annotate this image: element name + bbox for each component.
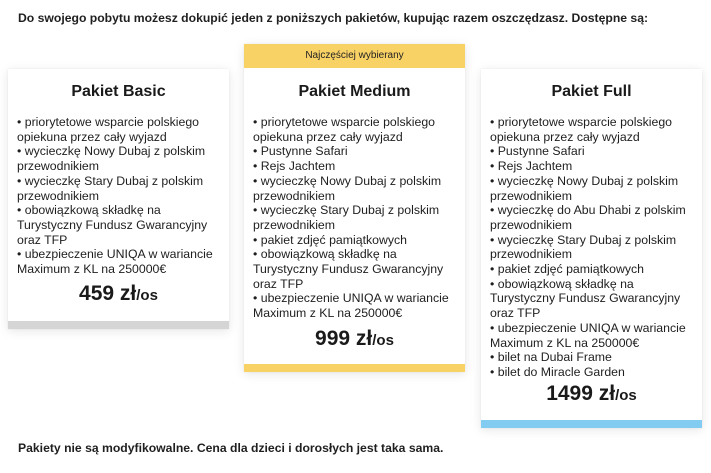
list-item: • obowiązkową składkę na Turystyczny Fundusz Gwarancyjny oraz TFP xyxy=(17,203,223,247)
package-price xyxy=(244,327,465,351)
list-item: • ubezpieczenie UNIQA w wariancie Maximum z KL na 250000€ xyxy=(253,291,459,320)
list-item: • wycieczkę Nowy Dubaj z polskim przewodnikiem xyxy=(490,174,696,203)
package-price xyxy=(481,382,702,406)
package-title: Pakiet Medium xyxy=(298,83,411,100)
card-bottom-bar xyxy=(481,420,702,428)
list-item: • priorytetowe wsparcie polskiego opiekuna przez cały wyjazd xyxy=(490,115,696,144)
price-amount: 1499 zł xyxy=(546,382,616,405)
list-item: • obowiązkową składkę na Turystyczny Fundusz Gwarancyjny oraz TFP xyxy=(253,247,459,291)
list-item: • wycieczkę Stary Dubaj z polskim przewodnikiem xyxy=(253,203,459,232)
list-item: • Rejs Jachtem xyxy=(490,159,696,174)
list-item: • wycieczkę Nowy Dubaj z polskim przewodnikiem xyxy=(17,144,223,173)
package-title: Pakiet Full xyxy=(551,83,632,100)
intro-text: Do swojego pobytu możesz dokupić jeden z poniższych pakietów, kupując razem oszczędzasz. Dostępne są: xyxy=(18,11,649,25)
list-item: • obowiązkową składkę na Turystyczny Fundusz Gwarancyjny oraz TFP xyxy=(490,277,696,321)
price-unit: /os xyxy=(372,332,394,349)
list-item: • ubezpieczenie UNIQA w wariancie Maximum z KL na 250000€ xyxy=(17,247,223,276)
most-popular-badge: Najczęściej wybierany xyxy=(244,44,465,68)
package-features xyxy=(17,115,223,277)
package-price xyxy=(8,282,229,306)
list-item: • priorytetowe wsparcie polskiego opiekuna przez cały wyjazd xyxy=(17,115,223,144)
package-title: Pakiet Basic xyxy=(71,83,166,100)
card-bottom-bar xyxy=(8,321,229,329)
price-amount: 999 zł xyxy=(315,327,373,350)
package-features xyxy=(253,115,459,321)
package-features xyxy=(490,115,696,380)
price-unit: /os xyxy=(615,387,637,404)
footer-note: Pakiety nie są modyfikowalne. Cena dla dzieci i dorosłych jest taka sama. xyxy=(18,441,444,455)
list-item: • wycieczkę Nowy Dubaj z polskim przewodnikiem xyxy=(253,174,459,203)
price-amount: 459 zł xyxy=(79,282,137,305)
list-item: • bilet do Miracle Garden xyxy=(490,365,696,380)
list-item: • wycieczkę do Abu Dhabi z polskim przewodnikiem xyxy=(490,203,696,232)
list-item: • priorytetowe wsparcie polskiego opiekuna przez cały wyjazd xyxy=(253,115,459,144)
package-card-basic[interactable] xyxy=(8,69,229,329)
price-unit: /os xyxy=(136,287,158,304)
list-item: • pakiet zdjęć pamiątkowych xyxy=(253,233,459,248)
list-item: • Pustynne Safari xyxy=(253,144,459,159)
package-card-full[interactable] xyxy=(481,69,702,428)
list-item: • bilet na Dubai Frame xyxy=(490,350,696,365)
list-item: • ubezpieczenie UNIQA w wariancie Maximum z KL na 250000€ xyxy=(490,321,696,350)
card-bottom-bar xyxy=(244,364,465,372)
list-item: • Pustynne Safari xyxy=(490,144,696,159)
package-card-medium[interactable] xyxy=(244,44,465,372)
list-item: • wycieczkę Stary Dubaj z polskim przewodnikiem xyxy=(17,174,223,203)
list-item: • wycieczkę Stary Dubaj z polskim przewodnikiem xyxy=(490,233,696,262)
list-item: • Rejs Jachtem xyxy=(253,159,459,174)
list-item: • pakiet zdjęć pamiątkowych xyxy=(490,262,696,277)
